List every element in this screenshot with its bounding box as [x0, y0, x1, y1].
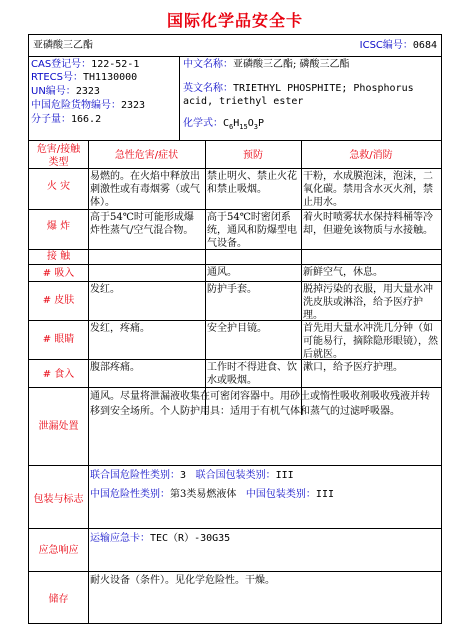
row-type-inhalation: # 吸入	[42, 268, 75, 279]
cn-classification: 中国危险性类别：第3类易燃液体 中国包装类别：III	[90, 489, 334, 500]
icsc-number: ICSC编号：0684	[359, 40, 437, 51]
ingestion-hazard: 腹部疼痛。	[90, 362, 140, 373]
header-type: 危害/接触 类型	[36, 144, 81, 168]
un-number: UN编号：2323	[31, 86, 100, 97]
emergency-label: 应急响应	[38, 545, 79, 556]
chinese-name: 中文名称：亚磷酸三乙酯; 磷酸三乙酯	[183, 59, 350, 70]
explosion-prevention: 高于54℃时密闭系统，通风和防爆型电气设备。	[207, 212, 297, 249]
eyes-first-aid: 首先用大量水冲洗几分钟（如可能易行，摘除隐形眼镜），然后就医。	[303, 323, 438, 360]
fire-first-aid: 干粉，水成膜泡沫，泡沫，二氧化碳。禁用含水灭火剂，禁止用水。	[303, 171, 433, 208]
ingestion-first-aid: 漱口，给予医疗护理。	[303, 362, 403, 373]
row-type-contact: 接 触	[46, 251, 71, 262]
ingestion-prevention: 工作时不得进食、饮水或吸烟。	[207, 362, 297, 386]
chemical-name: 亚磷酸三乙酯	[33, 40, 93, 51]
row-type-ingestion: # 食入	[42, 369, 75, 380]
skin-prevention: 防护手套。	[207, 284, 257, 295]
header-first-aid: 急救/消防	[349, 150, 393, 161]
storage-text: 耐火设备（条件）。见化学危险性。干燥。	[90, 575, 275, 586]
row-type-explosion: 爆 炸	[46, 221, 71, 232]
eyes-hazard: 发红，疼痛。	[90, 323, 150, 334]
header-prevention: 预防	[243, 150, 263, 161]
fire-hazard: 易燃的。在火焰中释放出刺激性或有毒烟雾（或气体）。	[90, 171, 200, 208]
card-title: 国际化学品安全卡	[166, 11, 303, 30]
row-type-fire: 火 灾	[46, 181, 71, 192]
molecular-weight: 分子量：166.2	[31, 114, 102, 125]
inhalation-first-aid: 新鲜空气，休息。	[303, 267, 383, 278]
header-hazard: 急性危害/症状	[114, 150, 179, 161]
row-type-eyes: # 眼睛	[42, 334, 75, 345]
eyes-prevention: 安全护目镜。	[207, 323, 267, 334]
explosion-first-aid: 着火时喷雾状水保持料桶等冷却，但避免该物质与水接触。	[303, 212, 433, 236]
fire-prevention: 禁止明火、禁止火花和禁止吸烟。	[207, 171, 297, 195]
skin-first-aid: 脱掉污染的衣服，用大量水冲洗皮肤或淋浴，给予医疗护理。	[303, 284, 433, 321]
storage-label: 储存	[48, 594, 69, 605]
safety-card	[28, 34, 442, 624]
spill-label: 泄漏处置	[38, 421, 79, 432]
explosion-hazard: 高于54℃时可能形成爆炸性蒸气/空气混合物。	[90, 212, 194, 236]
cas-number: CAS登记号：122-52-1	[31, 59, 140, 70]
row-type-skin: # 皮肤	[42, 295, 75, 306]
spill-text: 通风。尽量将泄漏液收集在可密闭容器中。用砂土或惰性吸收剂吸收残液并转移到安全场所。个人防护用具：适用于有机气体和蒸气的过滤呼吸器。	[90, 391, 430, 417]
packaging-label: 包装与标志	[33, 494, 84, 505]
emergency-card: 运输应急卡：TEC（R）-30G35	[90, 533, 231, 544]
chemical-formula: 化学式：$C_6H_{15}O_3P$	[183, 118, 264, 131]
cn-dangerous-number: 中国危险货物编号：2323	[31, 100, 146, 111]
skin-hazard: 发红。	[90, 284, 120, 295]
un-classification: 联合国危险性类别：3 联合国包装类别：III	[90, 470, 294, 481]
rtecs-number: RTECS号：TH1130000	[31, 72, 138, 83]
english-name: 英文名称：TRIETHYL PHOSPHITE; Phosphorus acid, triethyl ester	[183, 83, 414, 107]
inhalation-prevention: 通风。	[207, 267, 237, 278]
